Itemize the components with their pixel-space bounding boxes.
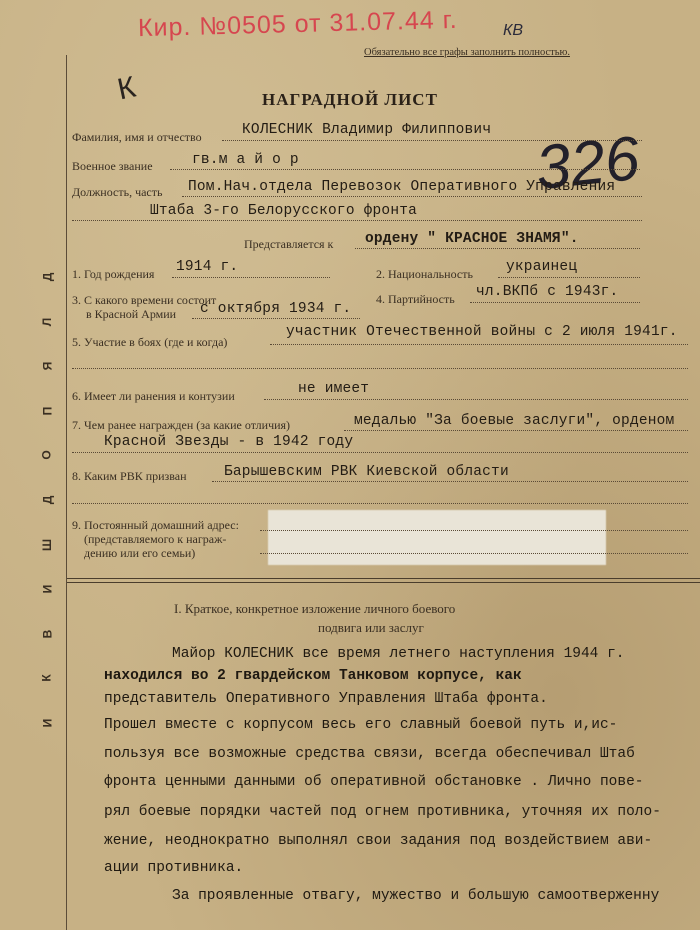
side-letter: И: [40, 718, 54, 728]
narrative-line: пользуя все возможные средства связи, всегда обеспечивал Штаб: [104, 746, 635, 762]
section-separator-bottom: [67, 582, 700, 583]
narrative-line: рял боевые порядки частей под огнем противника, уточняя их поло-: [104, 804, 661, 820]
side-letter: В: [39, 629, 54, 639]
side-letter: Л: [39, 317, 54, 326]
name-value: КОЛЕСНИК Владимир Филиппович: [242, 122, 492, 138]
archive-stamp: Кир. №0505 от 31.07.44 г.: [137, 5, 459, 43]
narrative-line: ации противника.: [104, 860, 244, 876]
awards-value-line1: медалью "За боевые заслуги", орденом: [354, 413, 675, 429]
post-value-line2: Штаба 3-го Белорусского фронта: [150, 203, 418, 219]
narrative-line: фронта ценными данными об оперативной обстановке . Лично пове-: [104, 774, 644, 790]
side-letter: И: [40, 584, 54, 594]
presented-label: Представляется к: [244, 237, 334, 251]
service-value: с октября 1934 г.: [200, 301, 352, 317]
awards-label: 7. Чем ранее награжден (за какие отличия): [72, 418, 291, 432]
awards-value-line2: Красной Звезды - в 1942 году: [104, 434, 354, 450]
birth-label: 1. Год рождения: [72, 267, 155, 281]
side-letter: П: [40, 406, 54, 416]
battles-label: 5. Участие в боях (где и когда): [72, 335, 228, 349]
address-label-line2: (представляемого к награж-: [84, 532, 227, 546]
address-label-line1: 9. Постоянный домашний адрес:: [72, 518, 239, 532]
side-letter: Ш: [40, 538, 54, 551]
document-title: НАГРАДНОЙ ЛИСТ: [262, 90, 438, 109]
nationality-value: украинец: [506, 259, 578, 275]
margin-line: [66, 55, 67, 930]
wounds-label: 6. Имеет ли ранения и контузии: [72, 389, 235, 403]
birth-value: 1914 г.: [176, 259, 239, 275]
initials-handwritten: КВ: [503, 22, 524, 39]
side-letter: Я: [40, 361, 54, 371]
post-value-line1: Пом.Нач.отдела Перевозок Оперативного Управления: [188, 179, 616, 195]
section-heading-line2: подвига или заслуг: [318, 620, 424, 635]
side-letter: Д: [40, 495, 54, 505]
party-value: чл.ВКПб с 1943г.: [476, 284, 619, 300]
narrative-line: За проявленные отвагу, мужество и большую самоотверженну: [172, 888, 660, 904]
section-heading-line1: I. Краткое, конкретное изложение личного боевого: [174, 601, 456, 616]
wounds-value: не имеет: [298, 381, 370, 397]
nationality-label: 2. Национальность: [376, 267, 473, 281]
party-label: 4. Партийность: [376, 292, 455, 306]
name-label: Фамилия, имя и отчество: [72, 130, 202, 144]
battles-value: участник Отечественной войны с 2 июля 1941г.: [286, 324, 678, 340]
redacted-area: [268, 510, 606, 565]
corner-mark: К: [114, 70, 139, 107]
narrative-line: представитель Оперативного Управления Штаба фронта.: [104, 691, 548, 707]
narrative-line: находился во 2 гвардейском Танковом корпусе, как: [104, 668, 522, 684]
presented-value: ордену " КРАСНОЕ ЗНАМЯ".: [365, 231, 579, 247]
rvk-value: Барышевским РВК Киевской области: [224, 464, 509, 480]
handwritten-number: 326: [532, 123, 643, 204]
side-vertical-text: [38, 270, 56, 730]
rank-label: Военное звание: [72, 159, 153, 173]
post-label: Должность, часть: [72, 185, 163, 199]
rank-value: гв.м а й о р: [192, 152, 299, 168]
service-label-line1: 3. С какого времени состоит: [72, 293, 217, 307]
service-label-line2: в Красной Армии: [86, 307, 177, 321]
rvk-label: 8. Каким РВК призван: [72, 469, 187, 483]
narrative-line: Прошел вместе с корпусом весь его славный боевой путь и,ис-: [104, 717, 618, 733]
narrative-line: Майор КОЛЕСНИК все время летнего наступления 1944 г.: [172, 646, 625, 662]
notice-text: Обязательно все графы заполнить полностью.: [364, 47, 570, 58]
side-letter: Д: [40, 272, 54, 282]
section-separator-top: [67, 578, 700, 579]
narrative-line: жение, неоднократно выполнял свои задания под воздействием ави-: [104, 833, 653, 849]
side-letter: О: [40, 450, 54, 461]
side-letter: К: [39, 674, 54, 683]
address-label-line3: дению или его семьи): [84, 546, 196, 560]
